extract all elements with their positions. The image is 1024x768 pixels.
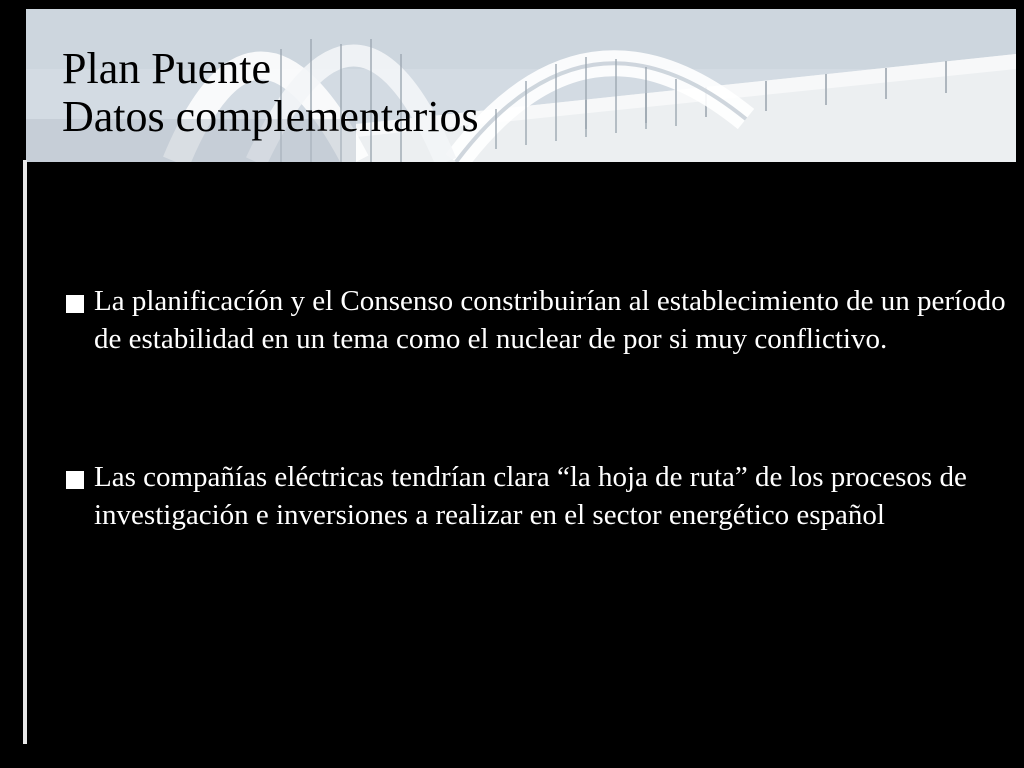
slide-title bbox=[62, 45, 479, 141]
bullet-list bbox=[62, 282, 1017, 534]
title-line-2: Datos complementarios bbox=[62, 92, 479, 141]
title-line-1: Plan Puente bbox=[62, 44, 271, 93]
left-divider bbox=[23, 160, 27, 744]
bullet-text: La planificacíón y el Consenso constribuirían al establecimiento de un período de estabilidad en un tema como el nuclear de por si muy conflictivo. bbox=[94, 285, 1006, 355]
bullet-item bbox=[62, 282, 1017, 358]
bullet-item bbox=[62, 458, 1017, 534]
square-bullet-icon bbox=[66, 471, 84, 489]
header-banner bbox=[26, 9, 1016, 162]
square-bullet-icon bbox=[66, 295, 84, 313]
bullet-text: Las compañías eléctricas tendrían clara “la hoja de ruta” de los procesos de investigación e inversiones a realizar en el sector energético español bbox=[94, 461, 967, 531]
